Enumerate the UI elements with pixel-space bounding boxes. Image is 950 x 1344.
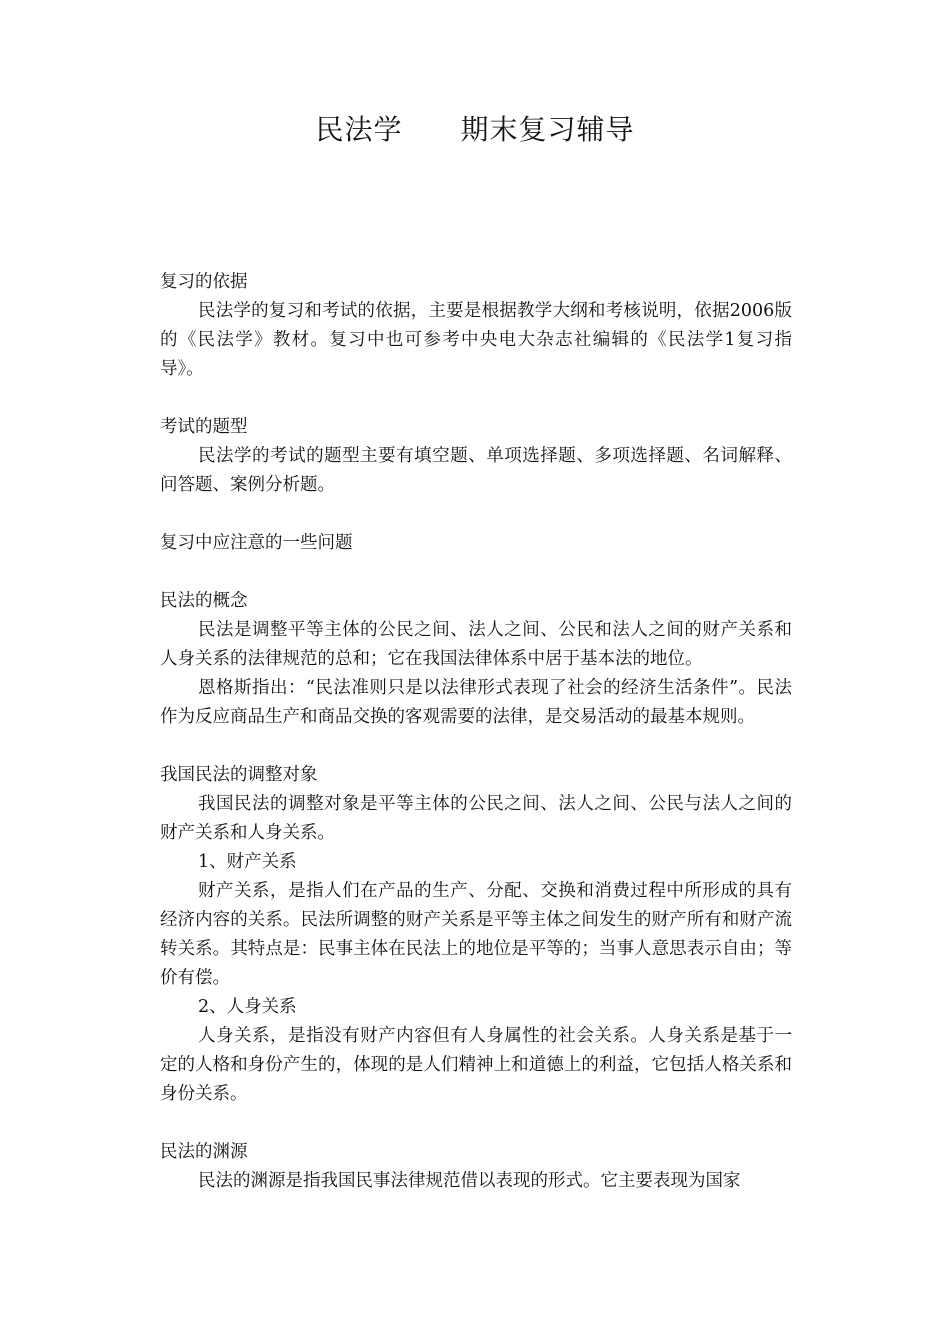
spacer (160, 732, 792, 761)
spacer (160, 558, 792, 587)
section-heading-source: 民法的渊源 (160, 1142, 248, 1162)
subheading-personal: 2、人身关系 (198, 997, 297, 1017)
section-heading-object: 我国民法的调整对象 (160, 765, 318, 785)
section-heading-basis: 复习的依据 (160, 272, 248, 292)
spacer (160, 1109, 792, 1138)
document-body (160, 268, 792, 1196)
spacer (160, 384, 792, 413)
paragraph-property: 财产关系，是指人们在产品的生产、分配、交换和消费过程中所形成的具有经济内容的关系。民法所调整的财产关系是平等主体之间发生的财产所有和财产流转关系。其特点是：民事主体在民法上的地位是平等的；当事人意思表示自由；等价有偿。 (160, 881, 792, 988)
section-heading-notes: 复习中应注意的一些问题 (160, 533, 353, 553)
paragraph-source: 民法的渊源是指我国民事法律规范借以表现的形式。它主要表现为国家 (198, 1171, 741, 1191)
paragraph-personal: 人身关系，是指没有财产内容但有人身属性的社会关系。人身关系是基于一定的人格和身份产生的，体现的是人们精神上和道德上的利益，它包括人格关系和身份关系。 (160, 1026, 792, 1104)
subheading-property: 1、财产关系 (198, 852, 297, 872)
paragraph-concept-2: 恩格斯指出：“民法准则只是以法律形式表现了社会的经济生活条件”。民法作为反应商品生产和商品交换的客观需要的法律，是交易活动的最基本规则。 (160, 678, 792, 727)
paragraph-basis: 民法学的复习和考试的依据，主要是根据教学大纲和考核说明，依据2006版的《民法学》教材。复习中也可参考中央电大杂志社编辑的《民法学1复习指导》。 (160, 301, 792, 379)
paragraph-types: 民法学的考试的题型主要有填空题、单项选择题、多项选择题、名词解释、问答题、案例分析题。 (160, 446, 792, 495)
paragraph-concept-1: 民法是调整平等主体的公民之间、法人之间、公民和法人之间的财产关系和人身关系的法律规范的总和；它在我国法律体系中居于基本法的地位。 (160, 620, 792, 669)
section-heading-types: 考试的题型 (160, 417, 248, 437)
paragraph-object-1: 我国民法的调整对象是平等主体的公民之间、法人之间、公民与法人之间的财产关系和人身关系。 (160, 794, 792, 843)
spacer (160, 500, 792, 529)
page-title: 民法学 期末复习辅导 (315, 113, 635, 146)
section-heading-concept: 民法的概念 (160, 591, 248, 611)
